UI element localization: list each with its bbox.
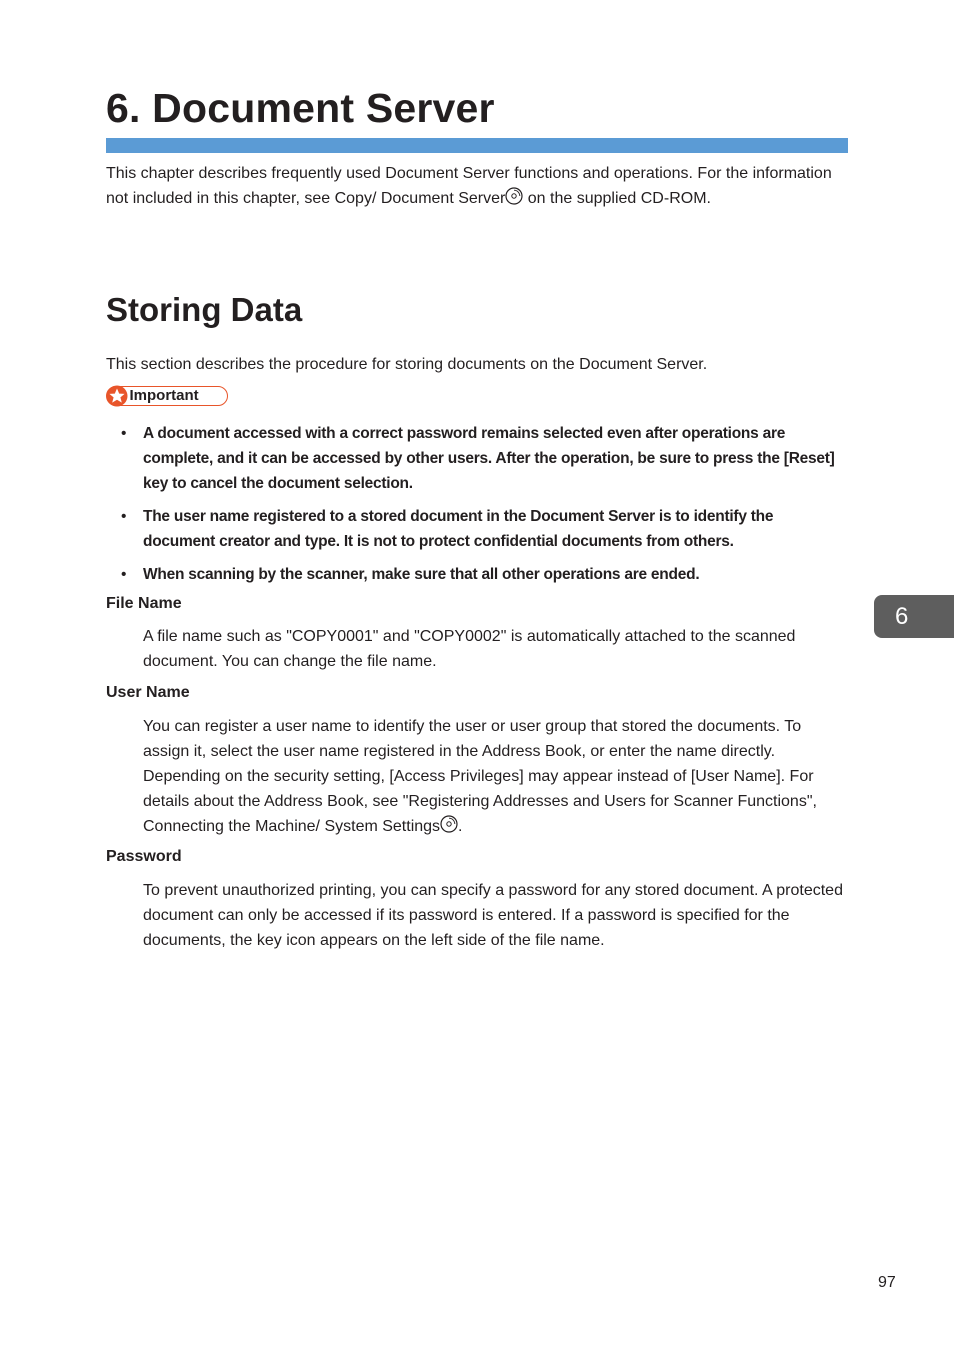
description-file-name: A file name such as "COPY0001" and "COPY0002" is automatically attached to the scanned document. You can change the file name.	[143, 628, 796, 670]
important-list	[106, 421, 848, 595]
chapter-title-bar	[106, 138, 848, 153]
chapter-tab: 6	[874, 595, 954, 638]
list-item-text: When scanning by the scanner, make sure that all other operations are ended.	[143, 566, 700, 583]
description-user-name-text: You can register a user name to identify the user or user group that stored the documents. To assign it, select the user name registered in the Address Book, or enter the name directly. Depending on the security setting, [Access Privileges] may appear instead of [User Name]. For details about the Address Book, see "Registering Addresses and Users for Scanner Functions", Connecting the Machine/ System Settings	[143, 718, 817, 835]
chapter-intro-text: This chapter describes frequently used Document Server functions and operations. For the information not included in this chapter, see Copy/ Document Server	[106, 165, 832, 207]
chapter-intro	[106, 161, 848, 211]
list-item: • When scanning by the scanner, make sure that all other operations are ended.	[121, 566, 700, 583]
disc-icon	[505, 187, 523, 205]
section-title: Storing Data	[106, 291, 303, 328]
list-item: • The user name registered to a stored document in the Document Server is to identify the document creator and type. It is not to protect confidential documents from others.	[121, 508, 774, 550]
list-item-text: The user name registered to a stored document in the Document Server is to identify the document creator and type. It is not to protect confidential documents from others.	[143, 508, 774, 550]
term-file-name: File Name	[106, 595, 182, 612]
star-icon	[106, 385, 128, 407]
section-intro: This section describes the procedure for storing documents on the Document Server.	[106, 356, 708, 373]
disc-icon	[440, 815, 458, 833]
page-number: 97	[878, 1274, 896, 1291]
important-badge	[106, 386, 228, 406]
chapter-intro-text-end: on the supplied CD-ROM.	[523, 190, 711, 207]
term-user-name: User Name	[106, 684, 190, 701]
chapter-title: 6. Document Server	[106, 85, 495, 131]
description-user-name-text-end: .	[458, 818, 463, 835]
description-password: To prevent unauthorized printing, you can specify a password for any stored document. A protected document can only be accessed if its password is entered. If a password is specified for the documents, the key icon appears on the left side of the file name.	[143, 882, 843, 949]
list-item: • A document accessed with a correct password remains selected even after operations are complete, and it can be accessed by other users. After the operation, be sure to press the [Reset] key to cancel the document selection.	[121, 425, 835, 492]
term-password: Password	[106, 848, 182, 865]
list-item-text: A document accessed with a correct password remains selected even after operations are complete, and it can be accessed by other users. After the operation, be sure to press the [Reset] key to cancel the document selection.	[143, 425, 835, 492]
description-user-name	[143, 714, 848, 839]
important-label: Important	[129, 387, 199, 404]
